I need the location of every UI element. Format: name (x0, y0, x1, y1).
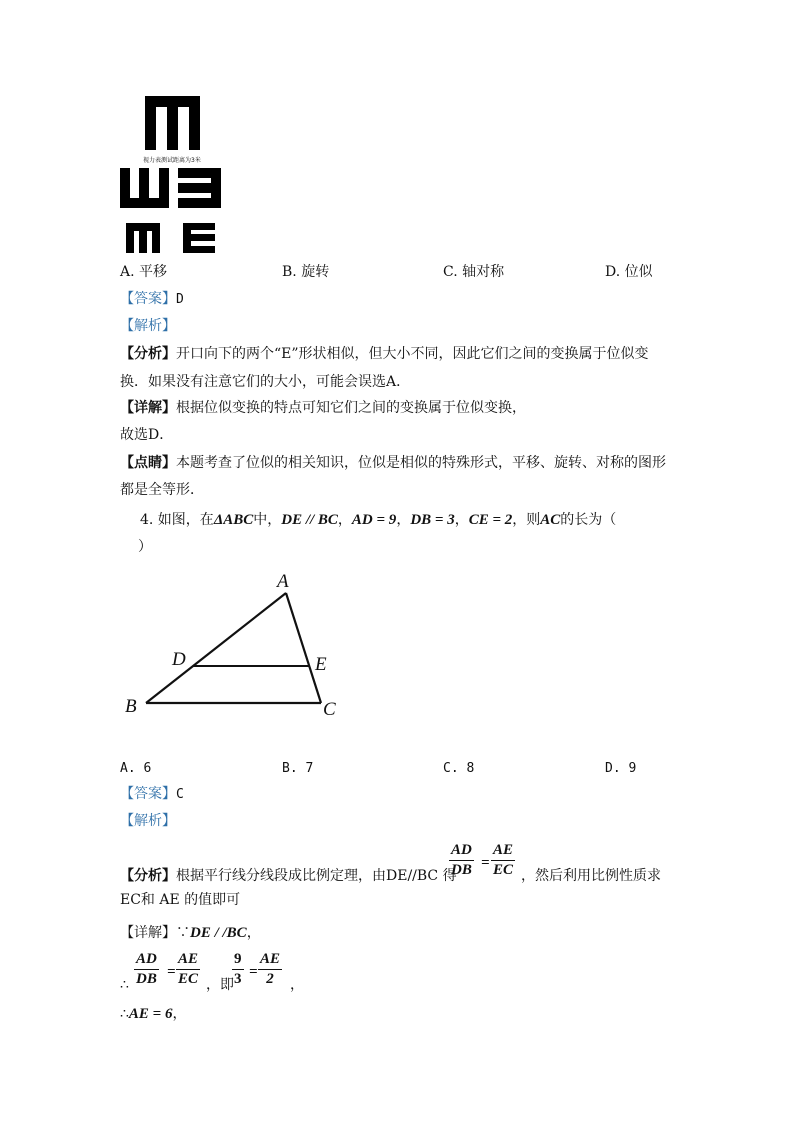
q4-fenxi-post: ，然后利用比例性质求 (521, 868, 661, 884)
frac-numerator: 9 (232, 951, 244, 970)
eye-chart-figure (118, 96, 228, 256)
q4-step-eq2: = (249, 964, 258, 980)
q3-option-a: A. 平移 (120, 264, 168, 280)
q4-option-d: D. 9 (605, 761, 637, 776)
label-a: A (277, 571, 289, 592)
label-e: E (315, 654, 327, 675)
q4-stem-line2: ） (138, 539, 152, 555)
eye-chart-e-bottom-right (183, 223, 215, 253)
q4-step-frac3 (232, 951, 244, 988)
q4-because-expr: DE / /BC (190, 925, 247, 941)
q3-answer-value: D (176, 292, 184, 307)
q4-ae-result: AE = 6 (128, 1006, 173, 1022)
q4-therefore1: ∴ (120, 977, 129, 993)
q4-fenxi-tag: 【分析】 (120, 868, 176, 884)
q4-xiangjie-line1 (120, 923, 261, 943)
q4-step-frac4 (258, 951, 282, 988)
frac-numerator: AE (491, 842, 515, 861)
eye-chart-e-bottom-left (126, 223, 160, 253)
q4-parallel: DE // BC (281, 512, 338, 528)
side-ab (146, 593, 286, 703)
q3-dianjing-text1: 本题考查了位似的相关知识，位似是相似的特殊形式，平移、旋转、对称的图形 (176, 455, 666, 471)
q3-xiangjie-line2: 故选D． (120, 427, 174, 443)
q3-xiangjie-text1: 根据位似变换的特点可知它们之间的变换属于位似变换， (176, 400, 526, 416)
q4-fenxi-frac2 (491, 842, 515, 879)
q4-fenxi-line2: EC和 AE 的值即可 (120, 892, 241, 908)
q4-triangle: ΔABC (213, 512, 254, 528)
q3-xiangjie-tag: 【详解】 (120, 400, 176, 416)
q4-tail: 的长为（ (560, 512, 617, 528)
frac-numerator: AE (176, 951, 200, 970)
q3-fenxi-line1 (120, 344, 649, 364)
because-symbol: ∵ (176, 925, 190, 941)
label-d: D (172, 649, 186, 670)
frac-numerator: AE (258, 951, 282, 970)
q4-ce: CE = 2 (468, 512, 513, 528)
label-c: C (323, 699, 336, 720)
q4-xiangjie-tag: 【详解】 (120, 925, 176, 941)
q4-ad: AD = 9 (351, 512, 397, 528)
q4-option-c: C. 8 (443, 761, 475, 776)
q4-fenxi-frac1 (449, 842, 474, 879)
q4-step-sep: ，即 (206, 977, 234, 993)
therefore-symbol: ∴ (120, 1006, 129, 1022)
q4-answer (120, 784, 184, 805)
q3-option-d: D. 位似 (605, 264, 653, 280)
q3-fenxi-tag: 【分析】 (120, 346, 176, 362)
q3-option-c: C. 轴对称 (443, 264, 505, 280)
frac-numerator: AD (134, 951, 159, 970)
q3-dianjing-tag: 【点睛】 (120, 455, 176, 471)
q3-fenxi-text1: 开口向下的两个“E”形状相似，但大小不同，因此它们之间的变换属于位似变 (176, 346, 649, 362)
q4-analysis-tag: 【解析】 (120, 813, 176, 829)
q4-sep1: ， (337, 512, 352, 528)
q4-ac: AC (540, 512, 561, 528)
frac-denominator: EC (493, 862, 514, 878)
q4-step-frac1 (134, 951, 159, 988)
frac-numerator: AD (449, 842, 474, 861)
q3-analysis-tag: 【解析】 (120, 318, 176, 334)
eye-chart-caption: 视力表测试距离为3米 (143, 157, 201, 164)
q3-answer-tag: 【答案】 (120, 291, 176, 307)
eye-chart-e-top (145, 96, 200, 150)
q4-fenxi-line1 (120, 866, 457, 886)
frac-denominator: DB (136, 971, 157, 987)
q4-stem-line1 (140, 510, 616, 530)
q4-option-a: A. 6 (120, 761, 152, 776)
q4-answer-value: C (176, 787, 184, 802)
q4-ze: ，则 (512, 512, 541, 528)
label-b: B (125, 696, 137, 717)
q4-because-sep: ， (246, 925, 261, 941)
eye-chart-e-middle-right (178, 168, 221, 208)
q3-fenxi-line2: 换．如果没有注意它们的大小，可能会误选A． (120, 374, 411, 390)
q4-zhong: 中， (253, 512, 282, 528)
q3-answer (120, 289, 184, 310)
q4-step-eq1: = (167, 964, 176, 980)
q4-result-line (120, 1004, 186, 1024)
q4-step-frac2 (176, 951, 200, 988)
frac-denominator: 2 (266, 971, 274, 987)
q4-fenxi-eq: = (481, 855, 490, 871)
q4-db: DB = 3 (410, 512, 455, 528)
q4-fenxi-pre: 根据平行线分线段成比例定理，由DE//BC 得 (176, 868, 457, 884)
q4-number: 4. 如图，在 (140, 512, 214, 528)
frac-denominator: 3 (234, 971, 242, 987)
q4-option-b: B. 7 (282, 761, 314, 776)
frac-denominator: DB (451, 862, 472, 878)
triangle-figure (115, 565, 355, 725)
q3-xiangjie-line1 (120, 398, 526, 418)
q4-sep2: ， (396, 512, 411, 528)
q3-dianjing-line2: 都是全等形． (120, 482, 204, 498)
q3-dianjing-line1 (120, 453, 666, 473)
q4-ae-sep: ， (172, 1006, 187, 1022)
frac-denominator: EC (178, 971, 199, 987)
side-ac (286, 593, 321, 703)
q4-sep3: ， (454, 512, 469, 528)
q3-option-b: B. 旋转 (282, 264, 330, 280)
q4-step-end: ， (290, 977, 304, 993)
eye-chart-e-middle-left (120, 168, 169, 208)
q4-answer-tag: 【答案】 (120, 786, 176, 802)
